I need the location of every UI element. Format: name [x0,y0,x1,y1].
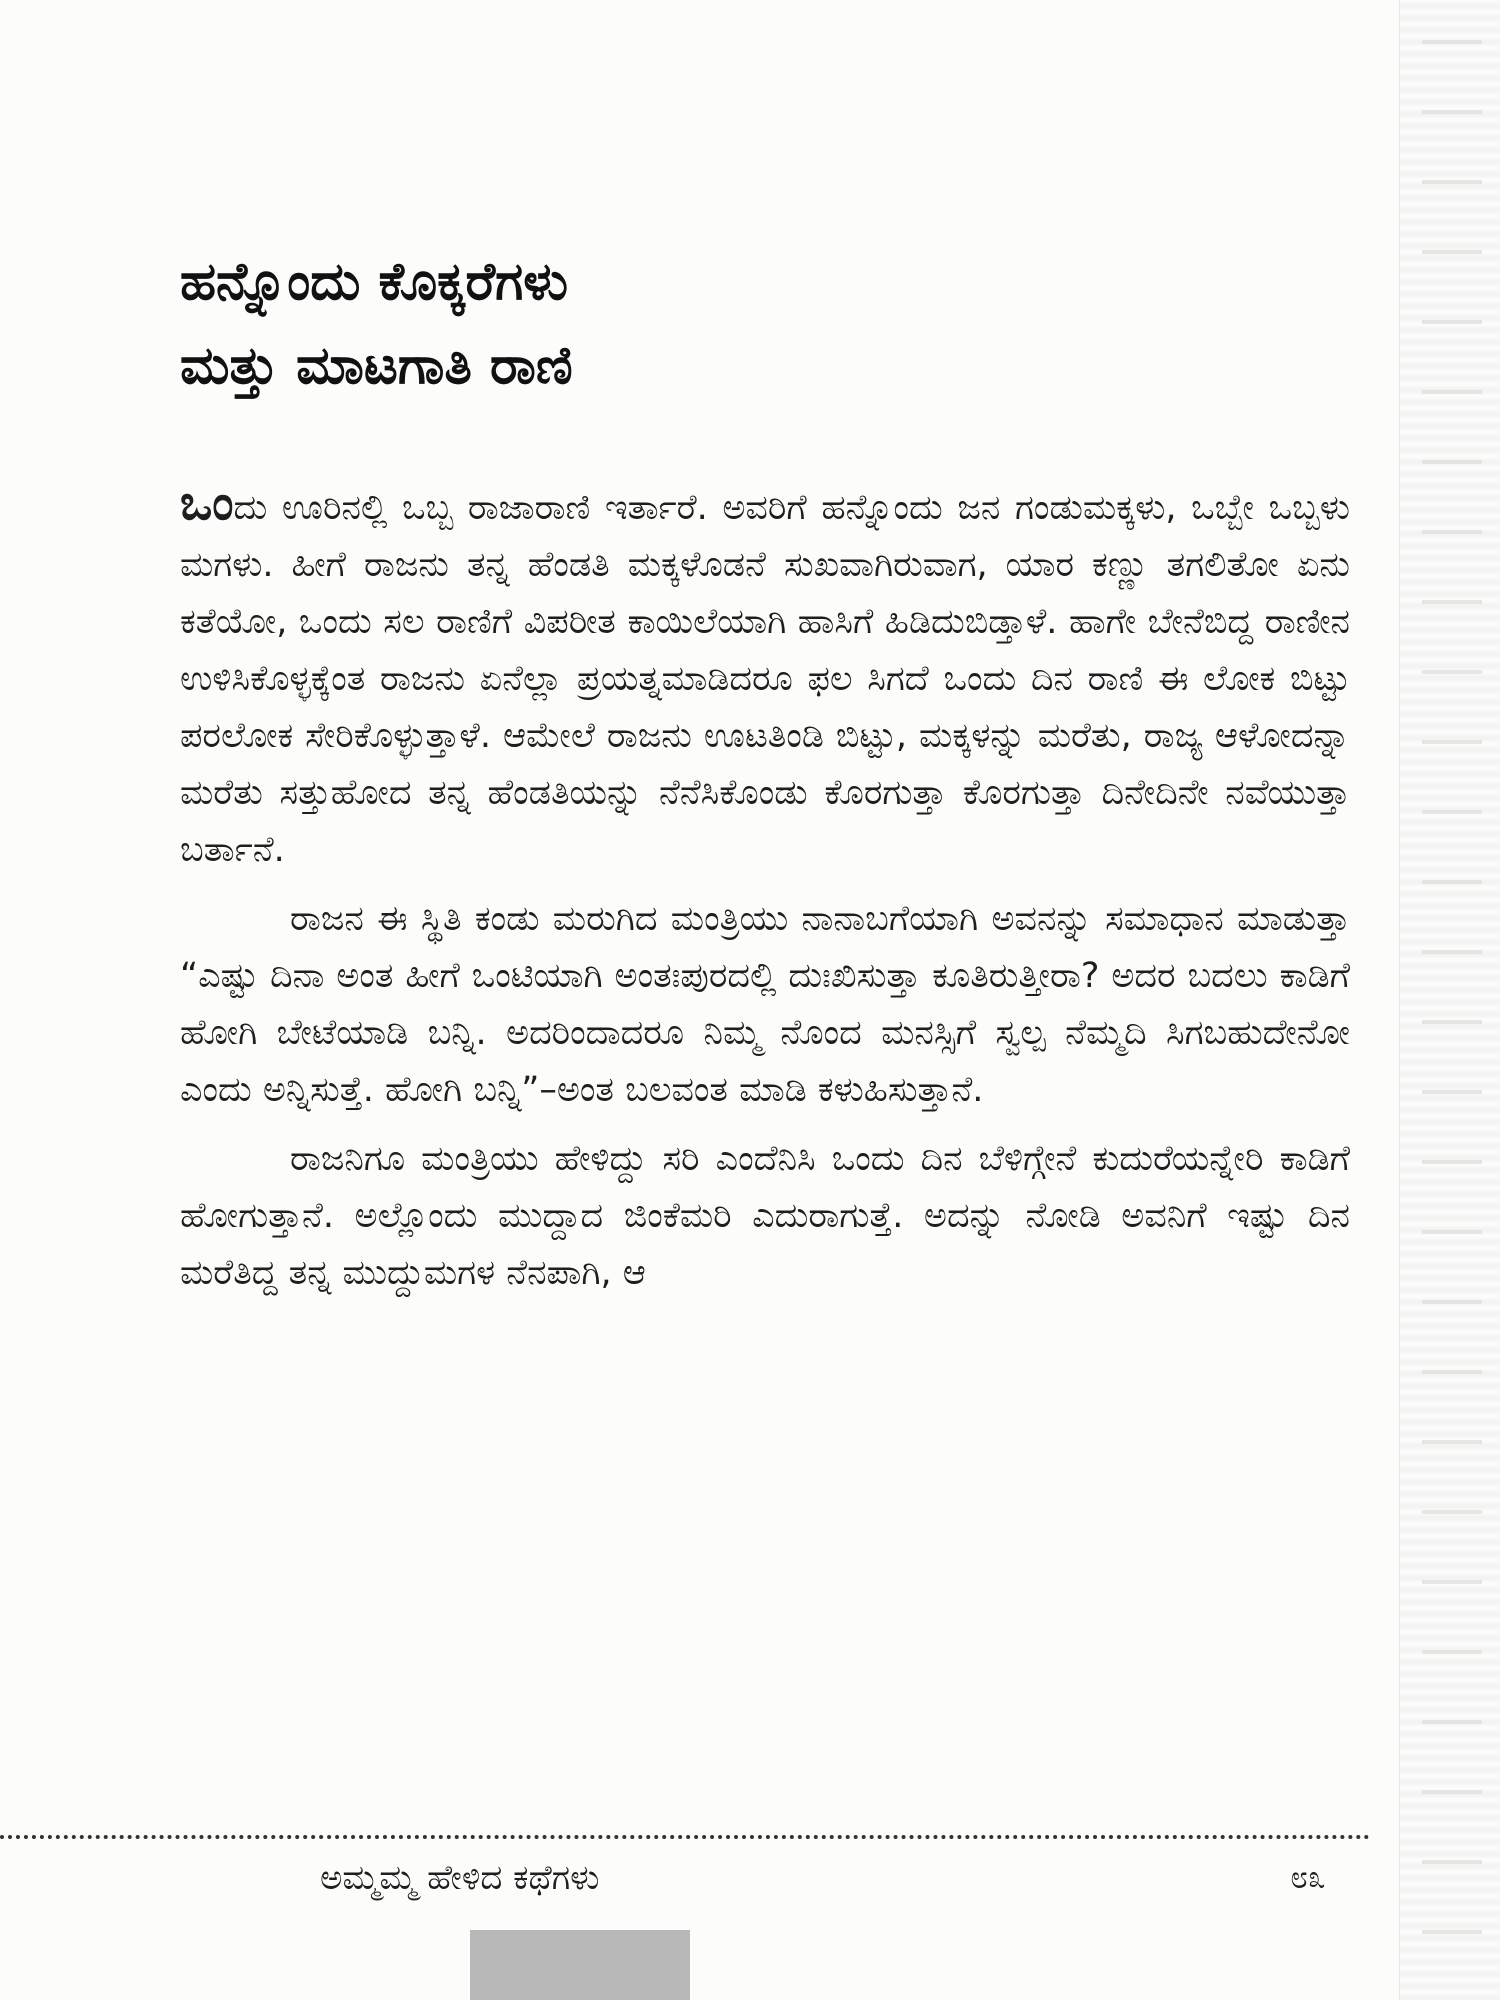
story-title-line-2: ಮತ್ತು ಮಾಟಗಾತಿ ರಾಣಿ [180,336,573,396]
story-body [180,475,1350,1302]
page-number: ೮೩ [1290,1858,1326,1896]
footer-divider [0,1835,1370,1839]
paragraph-1-text: ದು ಊರಿನಲ್ಲಿ ಒಬ್ಬ ರಾಜಾರಾಣಿ ಇರ್ತಾರೆ. ಅವರಿಗೆ ಹನ್ನೊಂದು ಜನ ಗಂಡುಮಕ್ಕಳು, ಒಬ್ಬೇ ಒಬ್ಬಳು ಮಗಳು. ಹೀಗೆ ರಾಜನು ತನ್ನ ಹೆಂಡತಿ ಮಕ್ಕಳೊಡನೆ ಸುಖವಾಗಿರುವಾಗ, ಯಾರ ಕಣ್ಣು ತಗಲಿತೋ ಏನು ಕತೆಯೋ, ಒಂದು ಸಲ ರಾಣಿಗೆ ವಿಪರೀತ ಕಾಯಿಲೆಯಾಗಿ ಹಾಸಿಗೆ ಹಿಡಿದುಬಿಡ್ತಾಳೆ. ಹಾಗೇ ಬೇನೆಬಿದ್ದ ರಾಣೀನ ಉಳಿಸಿಕೊಳ್ಳಕ್ಕೆಂತ ರಾಜನು ಏನೆಲ್ಲಾ ಪ್ರಯತ್ನಮಾಡಿದರೂ ಫಲ ಸಿಗದೆ ಒಂದು ದಿನ ರಾಣಿ ಈ ಲೋಕ ಬಿಟ್ಟು ಪರಲೋಕ ಸೇರಿಕೊಳ್ಳುತ್ತಾಳೆ. ಆಮೇಲೆ ರಾಜನು ಊಟತಿಂಡಿ ಬಿಟ್ಟು, ಮಕ್ಕಳನ್ನು ಮರೆತು, ರಾಜ್ಯ ಆಳೋದನ್ನಾ ಮರೆತು ಸತ್ತುಹೋದ ತನ್ನ ಹೆಂಡತಿಯನ್ನು ನೆನೆಸಿಕೊಂಡು ಕೊರಗುತ್ತಾ ಕೊರಗುತ್ತಾ ದಿನೇದಿನೇ ನವೆಯುತ್ತಾ ಬರ್ತಾನೆ. [180,488,1350,870]
scan-gray-block [470,1930,690,2000]
paragraph-1 [180,475,1350,879]
story-title [180,240,1180,408]
page-edge [1399,0,1500,2000]
running-footer-title: ಅಮ್ಮಮ್ಮ ಹೇಳಿದ ಕಥೆಗಳು [320,1858,600,1898]
paragraph-3: ರಾಜನಿಗೂ ಮಂತ್ರಿಯು ಹೇಳಿದ್ದು ಸರಿ ಎಂದೆನಿಸಿ ಒಂದು ದಿನ ಬೆಳಿಗ್ಗೇನೆ ಕುದುರೆಯನ್ನೇರಿ ಕಾಡಿಗೆ ಹೋಗುತ್ತಾನೆ. ಅಲ್ಲೊಂದು ಮುದ್ದಾದ ಜಿಂಕೆಮರಿ ಎದುರಾಗುತ್ತೆ. ಅದನ್ನು ನೋಡಿ ಅವನಿಗೆ ಇಷ್ಟು ದಿನ ಮರೆತಿದ್ದ ತನ್ನ ಮುದ್ದುಮಗಳ ನೆನಪಾಗಿ, ಆ [180,1139,1350,1293]
drop-cap: ಒಂ [180,475,234,531]
story-title-line-1: ಹನ್ನೊಂದು ಕೊಕ್ಕರೆಗಳು [180,252,568,312]
paragraph-2: ರಾಜನ ಈ ಸ್ಥಿತಿ ಕಂಡು ಮರುಗಿದ ಮಂತ್ರಿಯು ನಾನಾಬಗೆಯಾಗಿ ಅವನನ್ನು ಸಮಾಧಾನ ಮಾಡುತ್ತಾ “ಎಷ್ಟು ದಿನಾ ಅಂತ ಹೀಗೆ ಒಂಟಿಯಾಗಿ ಅಂತಃಪುರದಲ್ಲಿ ದುಃಖಿಸುತ್ತಾ ಕೂತಿರುತ್ತೀರಾ? ಅದರ ಬದಲು ಕಾಡಿಗೆ ಹೋಗಿ ಬೇಟೆಯಾಡಿ ಬನ್ನಿ. ಅದರಿಂದಾದರೂ ನಿಮ್ಮ ನೊಂದ ಮನಸ್ಸಿಗೆ ಸ್ವಲ್ಪ ನೆಮ್ಮದಿ ಸಿಗಬಹುದೇನೋ ಎಂದು ಅನ್ನಿಸುತ್ತೆ. ಹೋಗಿ ಬನ್ನಿ”–ಅಂತ ಬಲವಂತ ಮಾಡಿ ಕಳುಹಿಸುತ್ತಾನೆ. [180,899,1350,1110]
page-edge-marks [1422,0,1482,2000]
